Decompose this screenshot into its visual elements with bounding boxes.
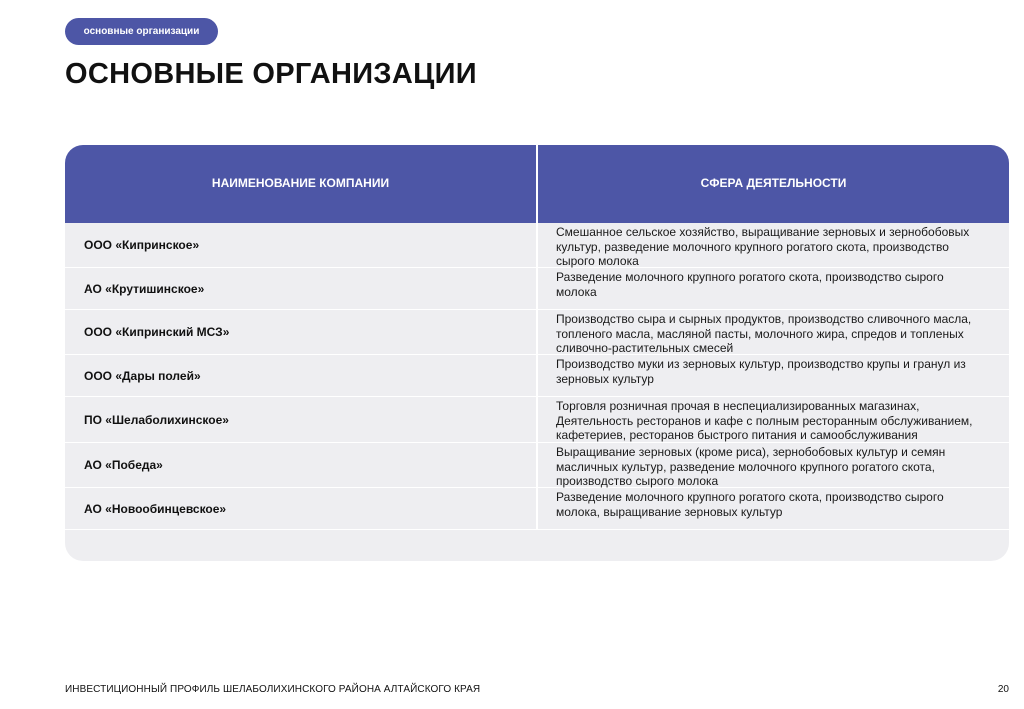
footer-document-title: ИНВЕСТИЦИОННЫЙ ПРОФИЛЬ ШЕЛАБОЛИХИНСКОГО РАЙОНА АЛТАЙСКОГО КРАЯ [65,684,481,695]
table-row [65,355,1009,397]
company-name: ООО «Кипринское» [84,238,200,252]
company-name: АО «Новообинцевское» [84,501,227,516]
activity-line: молока, выращивание зерновых культур [556,504,783,519]
activity-line: молока [556,284,597,299]
column-divider [536,397,538,442]
table-body [65,223,1009,530]
column-divider [536,355,538,396]
activity-line: Разведение молочного крупного рогатого скота, производство сырого [556,490,944,504]
activity-line: производство сырого молока [556,474,719,488]
company-name: ПО «Шелаболихинское» [84,412,229,427]
column-divider [536,488,538,529]
column-header-company: НАИМЕНОВАНИЕ КОМПАНИИ [211,176,390,190]
company-name: АО «Победа» [84,458,163,472]
activity-line: Деятельность ресторанов и кафе с полным ресторанным обслуживанием, [556,413,973,428]
activity-line: топленого масла, масляной пасты, молочного жира, спредов и топленых [556,326,964,341]
company-name: АО «Крутишинское» [84,281,205,296]
activity-line: масличных культур, разведение молочного крупного рогатого скота, [556,459,935,474]
column-divider [536,268,538,309]
column-divider [536,310,538,354]
activity-description [556,399,1007,443]
table-row [65,443,1009,488]
column-divider [536,443,538,487]
activity-line: сливочно-растительных смесей [556,341,734,355]
table-header [65,145,1009,223]
activity-description [556,270,1007,299]
activity-description [556,357,1007,386]
activity-line: зерновых культур [556,371,654,386]
activity-description [556,312,1007,356]
table-row [65,268,1009,310]
activity-description [556,445,1007,489]
activity-line: Смешанное сельское хозяйство, выращивание зерновых и зернобобовых [556,225,970,239]
section-pill: основные организации [65,18,218,45]
activity-line: кафетериев, ресторанов быстрого питания и самообслуживания [556,428,918,442]
company-name: ООО «Дары полей» [84,368,201,383]
activity-line: сырого молока [556,254,639,268]
activity-line: Производство муки из зерновых культур, производство крупы и гранул из [556,357,966,371]
activity-line: Производство сыра и сырных продуктов, производство сливочного масла, [556,312,972,326]
activity-description [556,490,1007,519]
activity-line: Торговля розничная прочая в неспециализированных магазинах, [556,399,920,413]
activity-line: культур, разведение молочного крупного рогатого скота, производство [556,239,949,254]
page-number: 20 [997,684,1009,695]
table-row [65,488,1009,530]
table-row [65,310,1009,355]
column-divider [536,223,538,267]
activity-line: Выращивание зерновых (кроме риса), зернобобовых культур и семян [556,445,946,459]
organizations-table [65,145,1009,561]
activity-description [556,225,1007,269]
company-name: ООО «Кипринский МСЗ» [84,325,230,339]
column-header-activity: СФЕРА ДЕЯТЕЛЬНОСТИ [700,176,847,190]
activity-line: Разведение молочного крупного рогатого скота, производство сырого [556,270,944,284]
table-row [65,397,1009,443]
page-title: ОСНОВНЫЕ ОРГАНИЗАЦИИ [65,58,477,90]
table-row [65,223,1009,268]
